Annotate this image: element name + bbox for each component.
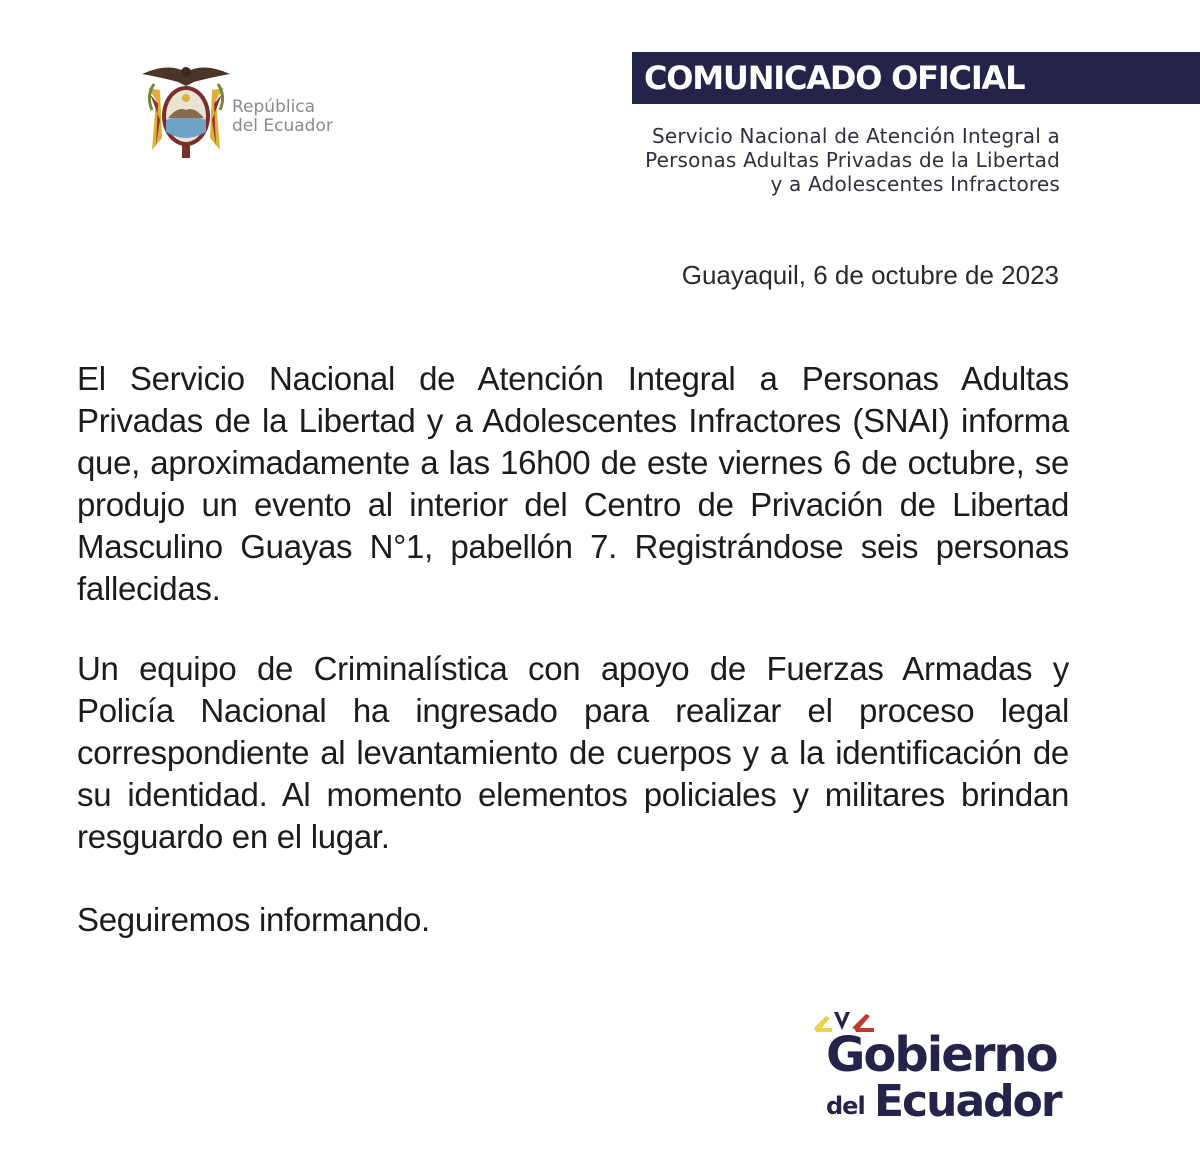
- date-line: Guayaquil, 6 de octubre de 2023: [681, 260, 1059, 290]
- paragraph-response: Un equipo de Criminalística con apoyo de Fuerzas Armadas y Policía Nacional ha ingresado para realizar el proceso legal correspondiente al levantamiento de cuerpos y a la identificación de su identidad. Al momento elementos policiales y militares brindan resguardo en el lugar.: [77, 650, 1069, 855]
- paragraph-closing: Seguiremos informando.: [77, 901, 430, 938]
- paragraph-incident: El Servicio Nacional de Atención Integral a Personas Adultas Privadas de la Libertad y a Adolescentes Infractores (SNAI) informa que, aproximadamente a las 16h00 de este viernes 6 de octubre, se produjo un evento al interior del Centro de Privación de Libertad Masculino Guayas N°1, pabellón 7. Registrándose seis personas fallecidas.: [77, 360, 1069, 607]
- gobierno-ecuador-logo: [812, 1006, 1072, 1126]
- coat-of-arms-icon: [138, 60, 234, 162]
- institution-name: Servicio Nacional de Atención Integral a Personas Adultas Privadas de la Libertad y a Adolescentes Infractores: [645, 124, 1060, 196]
- ecuador-text: Ecuador: [874, 1076, 1061, 1127]
- gobierno-text: Gobierno: [826, 1027, 1057, 1083]
- del-text: del: [826, 1092, 865, 1120]
- official-statement-banner: [632, 52, 1200, 104]
- banner-title: COMUNICADO OFICIAL: [644, 59, 1025, 97]
- republic-label: República del Ecuador: [232, 97, 333, 136]
